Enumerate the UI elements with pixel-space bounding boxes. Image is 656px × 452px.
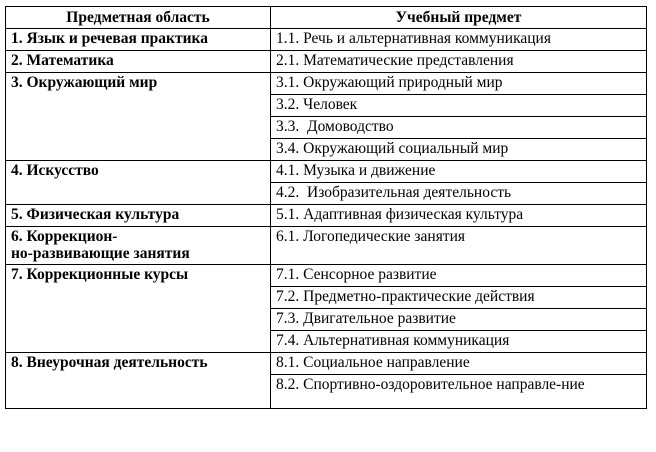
area-cell: 2. Математика bbox=[6, 51, 271, 73]
table-row bbox=[6, 227, 647, 265]
area-cell bbox=[6, 227, 271, 265]
table-row bbox=[6, 161, 647, 183]
area-cell: 3. Окружающий мир bbox=[6, 73, 271, 161]
table-header-row bbox=[6, 7, 647, 29]
curriculum-table bbox=[5, 6, 647, 409]
area-line: но-развивающие занятия bbox=[11, 245, 190, 262]
subject-cell bbox=[271, 375, 647, 409]
subject-cell: 3.3. Домоводство bbox=[271, 117, 647, 139]
subject-cell: 3.2. Человек bbox=[271, 95, 647, 117]
subject-cell: 3.4. Окружающий социальный мир bbox=[271, 139, 647, 161]
table-row bbox=[6, 353, 647, 375]
area-cell: 8. Внеурочная деятельность bbox=[6, 353, 271, 409]
subject-cell: 4.1. Музыка и движение bbox=[271, 161, 647, 183]
subject-cell: 7.4. Альтернативная коммуникация bbox=[271, 331, 647, 353]
subject-cell: 3.1. Окружающий природный мир bbox=[271, 73, 647, 95]
header-subject: Учебный предмет bbox=[271, 7, 647, 29]
subject-text: 8.2. Спортивно-оздоровительное направле-ние bbox=[276, 376, 585, 393]
area-cell: 5. Физическая культура bbox=[6, 205, 271, 227]
table-row bbox=[6, 29, 647, 51]
subject-cell: 1.1. Речь и альтернативная коммуникация bbox=[271, 29, 647, 51]
area-cell: 1. Язык и речевая практика bbox=[6, 29, 271, 51]
area-cell: 4. Искусство bbox=[6, 161, 271, 205]
subject-cell: 7.2. Предметно-практические действия bbox=[271, 287, 647, 309]
subject-cell: 6.1. Логопедические занятия bbox=[271, 227, 647, 265]
table-row bbox=[6, 265, 647, 287]
table-row bbox=[6, 205, 647, 227]
subject-cell: 7.1. Сенсорное развитие bbox=[271, 265, 647, 287]
area-cell: 7. Коррекционные курсы bbox=[6, 265, 271, 353]
table-row bbox=[6, 73, 647, 95]
subject-cell: 2.1. Математические представления bbox=[271, 51, 647, 73]
subject-cell: 7.3. Двигательное развитие bbox=[271, 309, 647, 331]
header-subject-area: Предметная область bbox=[6, 7, 271, 29]
area-line: 6. Коррекцион- bbox=[11, 228, 118, 245]
table-row bbox=[6, 51, 647, 73]
subject-cell: 4.2. Изобразительная деятельность bbox=[271, 183, 647, 205]
subject-cell: 5.1. Адаптивная физическая культура bbox=[271, 205, 647, 227]
subject-cell: 8.1. Социальное направление bbox=[271, 353, 647, 375]
